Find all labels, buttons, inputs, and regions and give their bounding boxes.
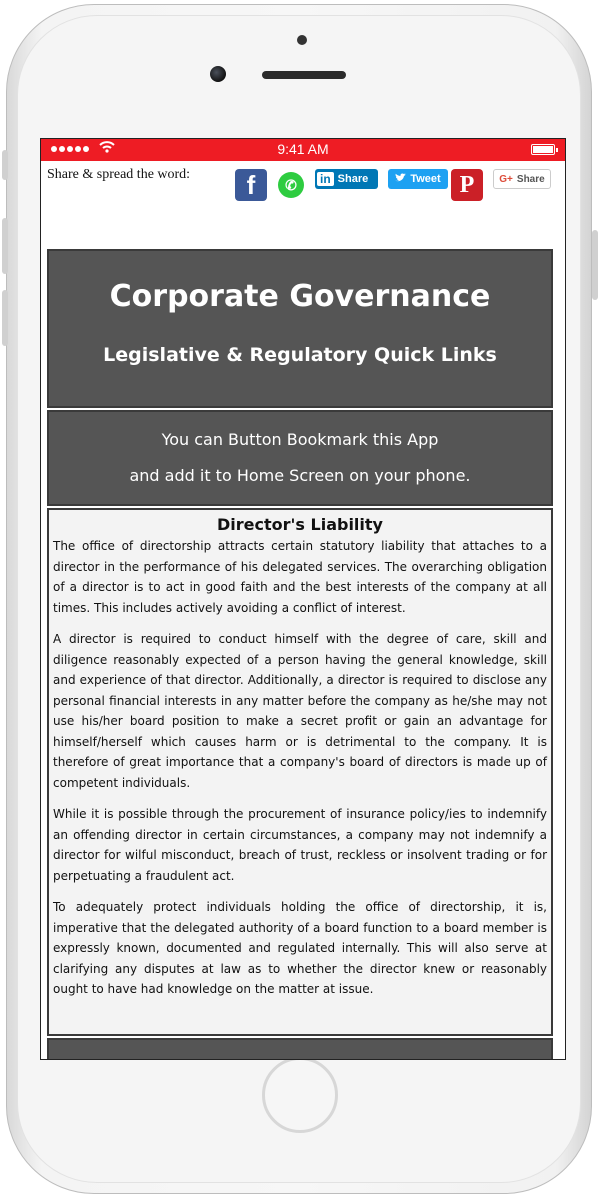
linkedin-share-button[interactable] xyxy=(315,169,378,189)
side-button xyxy=(2,150,8,180)
article-title: Director's Liability xyxy=(217,515,383,534)
article-panel xyxy=(47,508,553,1036)
article-paragraph: While it is possible through the procurement of insurance policy/ies to indemnify an offending director in certain circumstances, a company may not indemnify a director for wilful misconduct, breach of trust, reckless or insolvent trading or for perpetuating a fraudulent act. xyxy=(53,807,547,883)
volume-down-button xyxy=(2,290,8,346)
bookmark-line-1: You can Button Bookmark this App xyxy=(161,430,439,449)
page-subtitle: Legislative & Regulatory Quick Links xyxy=(103,344,497,366)
camera-lens xyxy=(210,66,226,82)
linkedin-share-label: Share xyxy=(337,173,369,185)
earpiece-speaker xyxy=(262,71,346,79)
home-button[interactable] xyxy=(262,1057,338,1133)
article-paragraph: To adequately protect individuals holding the office of directorship, it is, imperative that the delegated authority of a board function to a board member is expressly known, documented and regulated internally. This will also serve at clarifying any disputes at law as to whether the director knew or reasonably ought to have had knowledge on the matter at issue. xyxy=(53,900,547,996)
article-paragraph: A director is required to conduct himself with the degree of care, skill and diligence reasonably expected of a person having the general knowledge, skill and experience of that director. Additionally, a director is required to disclose any personal financial interests in any matter before the company as he/she may not use his/her board position to make a secret profit or gain an advantage for himself/herself which causes harm or is detrimental to the company. It is therefore of great importance that a company's board of directors is made up of competent individuals. xyxy=(53,632,547,790)
bookmark-line-2: and add it to Home Screen on your phone. xyxy=(129,466,471,485)
phone-screen xyxy=(40,138,566,1060)
footer-panel xyxy=(47,1038,553,1060)
page-title: Corporate Governance xyxy=(109,279,491,314)
volume-up-button xyxy=(2,218,8,274)
front-camera xyxy=(297,35,307,45)
status-time: 9:41 AM xyxy=(277,141,329,157)
google-plus-share-button[interactable] xyxy=(493,169,551,189)
facebook-share-button[interactable]: f xyxy=(235,169,267,201)
power-button xyxy=(592,230,598,300)
google-share-label: Share xyxy=(516,173,545,185)
twitter-tweet-button[interactable] xyxy=(388,169,448,189)
article-paragraph: The office of directorship attracts certain statutory liability that attaches to a director in the performance of his delegated services. The overarching obligation of a director is to act in good faith and the best interests of the company at all times. This includes actively avoiding a conflict of interest. xyxy=(53,539,547,615)
linkedin-icon: in xyxy=(317,172,334,186)
bookmark-notice xyxy=(47,410,553,506)
google-plus-icon: G+ xyxy=(499,173,513,185)
battery-icon xyxy=(531,144,555,155)
share-bar xyxy=(41,161,565,201)
twitter-icon xyxy=(395,173,406,185)
pinterest-share-button[interactable]: P xyxy=(451,169,483,201)
status-bar xyxy=(41,139,565,161)
header-panel xyxy=(47,249,553,408)
share-label: Share & spread the word: xyxy=(47,167,191,182)
whatsapp-share-button[interactable]: ✆ xyxy=(278,172,304,198)
twitter-tweet-label: Tweet xyxy=(410,173,441,185)
